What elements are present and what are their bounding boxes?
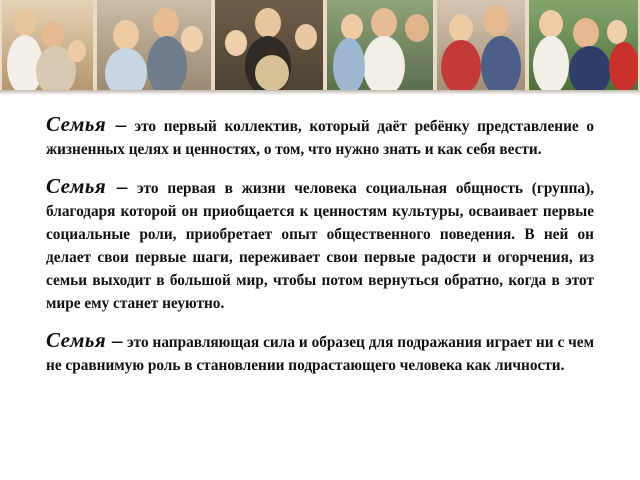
family-photo-6 (527, 0, 640, 90)
paragraph-3 (46, 329, 594, 377)
paragraph-2 (46, 175, 594, 315)
family-photo-banner (0, 0, 640, 93)
family-photo-1 (0, 0, 95, 90)
family-photo-3 (213, 0, 325, 90)
banner-shadow (0, 90, 640, 95)
term-family: Семья – (46, 112, 127, 136)
paragraph-1 (46, 113, 594, 161)
family-photo-4 (325, 0, 435, 90)
paragraph-text: это первый коллектив, который даёт ребёнку представление о жизненных целях и ценностях, о том, что нужно знать и как себя вести. (46, 118, 594, 158)
paragraph-text: это первая в жизни человека социальная общность (группа), благодаря которой он приобщается к ценностям культуры, осваивает первые социальные роли, приобретает опыт общественного поведения. В ней он делает свои первые шаги, переживает свои первые радости и огорчения, из семьи выходит в большой мир, чтобы потом вернуться обратно, когда в этот мире ему станет неуютно. (46, 180, 594, 312)
term-family: Семья – (46, 328, 124, 352)
paragraph-text: это направляющая сила и образец для подражания играет ни с чем не сравнимую роль в становлении подрастающего человека как личности. (46, 334, 595, 374)
term-family: Семья – (46, 174, 129, 198)
text-content (46, 113, 594, 377)
family-photo-2 (95, 0, 213, 90)
family-photo-5 (435, 0, 527, 90)
